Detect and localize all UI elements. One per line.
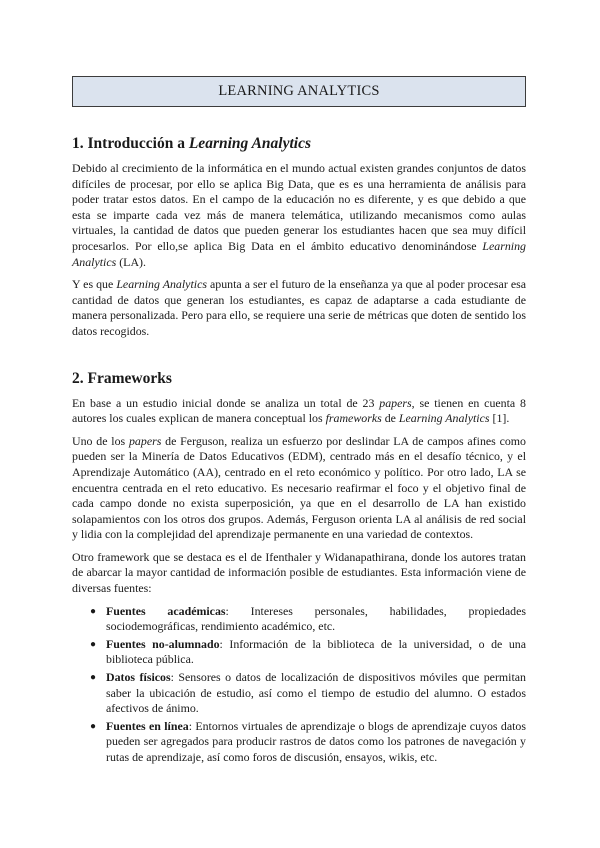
bullet-icon: ● — [90, 605, 97, 617]
document-body — [72, 134, 526, 768]
list-item — [90, 604, 526, 635]
text-run-italic: frameworks — [325, 411, 382, 426]
list-item-text: : Entornos virtuales de aprendizaje o blogs de aprendizaje cuyos datos pueden ser agregados para producir rastros de datos como los patrones de navegación y rutas de aprendizaje, así como foros de discusión, ensayos, wikis, etc. — [106, 718, 526, 764]
frameworks-paragraph-1 — [72, 396, 526, 427]
list-item — [90, 637, 526, 668]
text-run-italic: papers — [379, 395, 412, 410]
list-item-label: Fuentes en línea — [106, 718, 189, 733]
text-run: En base a un estudio inicial donde se analiza un total de 23 — [72, 395, 380, 410]
intro-paragraph-2 — [72, 277, 526, 339]
bullet-icon: ● — [90, 638, 97, 650]
list-item-text: : Información de la biblioteca de la universidad, o de una biblioteca pública. — [106, 636, 526, 667]
heading-italic: Learning Analytics — [188, 135, 311, 152]
list-item-label: Fuentes no-alumnado — [106, 636, 220, 651]
list-item-text: : Sensores o datos de localización de dispositivos móviles que permitan saber la ubicación de estudio, así como el tiempo de estudio del alumno. O estados afectivos de ánimo. — [106, 670, 526, 716]
list-item — [90, 719, 526, 766]
text-run-italic: Learning Analytics — [398, 411, 490, 426]
text-run: (LA). — [116, 254, 146, 269]
text-run: , se tienen en cuenta 8 autores los cuales explican de manera conceptual los — [72, 395, 526, 426]
section-heading-frameworks: 2. Frameworks — [72, 369, 172, 387]
text-run: Uno de los — [72, 433, 129, 448]
frameworks-paragraph-3: Otro framework que se destaca es el de Ifenthaler y Widanapathirana, donde los autores tratan de abarcar la mayor cantidad de información posible de estudiantes. Esta información viene de diversas fuentes: — [72, 549, 526, 596]
text-run: de Ferguson, realiza un esfuerzo por deslindar LA de campos afines como pueden ser la Minería de Datos Educativos (EDM), centrado más en el desafío técnico, y el Aprendizaje Automático (AA), centrado en el reto económico y político. Por otro lado, LA se encuentra centrada en el reto educativo. Es necesario reafirmar el foco y el objetivo final de cada campo donde no exista superposición, ya que en el desarrollo de LA han existido solapamientos con los otros dos grupos. Además, Ferguson orienta LA al análisis de red social y lidia con la complejidad del aprendizaje permanente en una variedad de contextos. — [72, 433, 527, 542]
text-run: apunta a ser el futuro de la enseñanza ya que al poder procesar esa cantidad de datos que generan los estudiantes, es capaz de adaptarse a cada estudiante de manera personalizada. Pero para ello, se requiere una serie de métricas que doten de sentido los datos recogidos. — [72, 277, 527, 338]
section-heading-introduction — [72, 134, 526, 154]
document-title: LEARNING ANALYTICS — [72, 76, 526, 107]
list-item — [90, 670, 526, 717]
bullet-icon: ● — [90, 672, 97, 684]
bullet-icon: ● — [90, 720, 97, 732]
text-run: Debido al crecimiento de la informática en el mundo actual existen grandes conjuntos de datos difíciles de procesar, por ello se aplica Big Data, que es es una herramienta de análisis para poder tratar estos datos. En el campo de la educación no es diferente, y es que debido a que esta se imparte cada vez más de manera telemática, utilizando mecanismos como aulas virtuales, la cantidad de datos que pueden generar los estudiantes hacen que sea muy difícil procesarlos. Por ello,se aplica Big Data en el ámbito educativo denominándose — [72, 161, 526, 253]
text-run-italic: Learning Analytics — [72, 238, 526, 269]
text-run-italic: papers — [128, 433, 162, 448]
heading-prefix: 1. Introducción a — [72, 135, 189, 152]
text-run-italic: Learning Analytics — [116, 277, 207, 292]
text-run: Y es que — [72, 277, 117, 292]
frameworks-paragraph-2 — [72, 434, 526, 543]
list-item-label: Datos físicos — [106, 670, 171, 685]
list-item-label: Fuentes académicas — [106, 603, 226, 618]
intro-paragraph-1 — [72, 161, 526, 270]
text-run: [1]. — [489, 411, 510, 426]
list-item-text: : Intereses personales, habilidades, propiedades sociodemográficas, rendimiento académico, etc. — [106, 603, 526, 634]
text-run: de — [381, 411, 399, 426]
sources-list — [90, 604, 526, 766]
